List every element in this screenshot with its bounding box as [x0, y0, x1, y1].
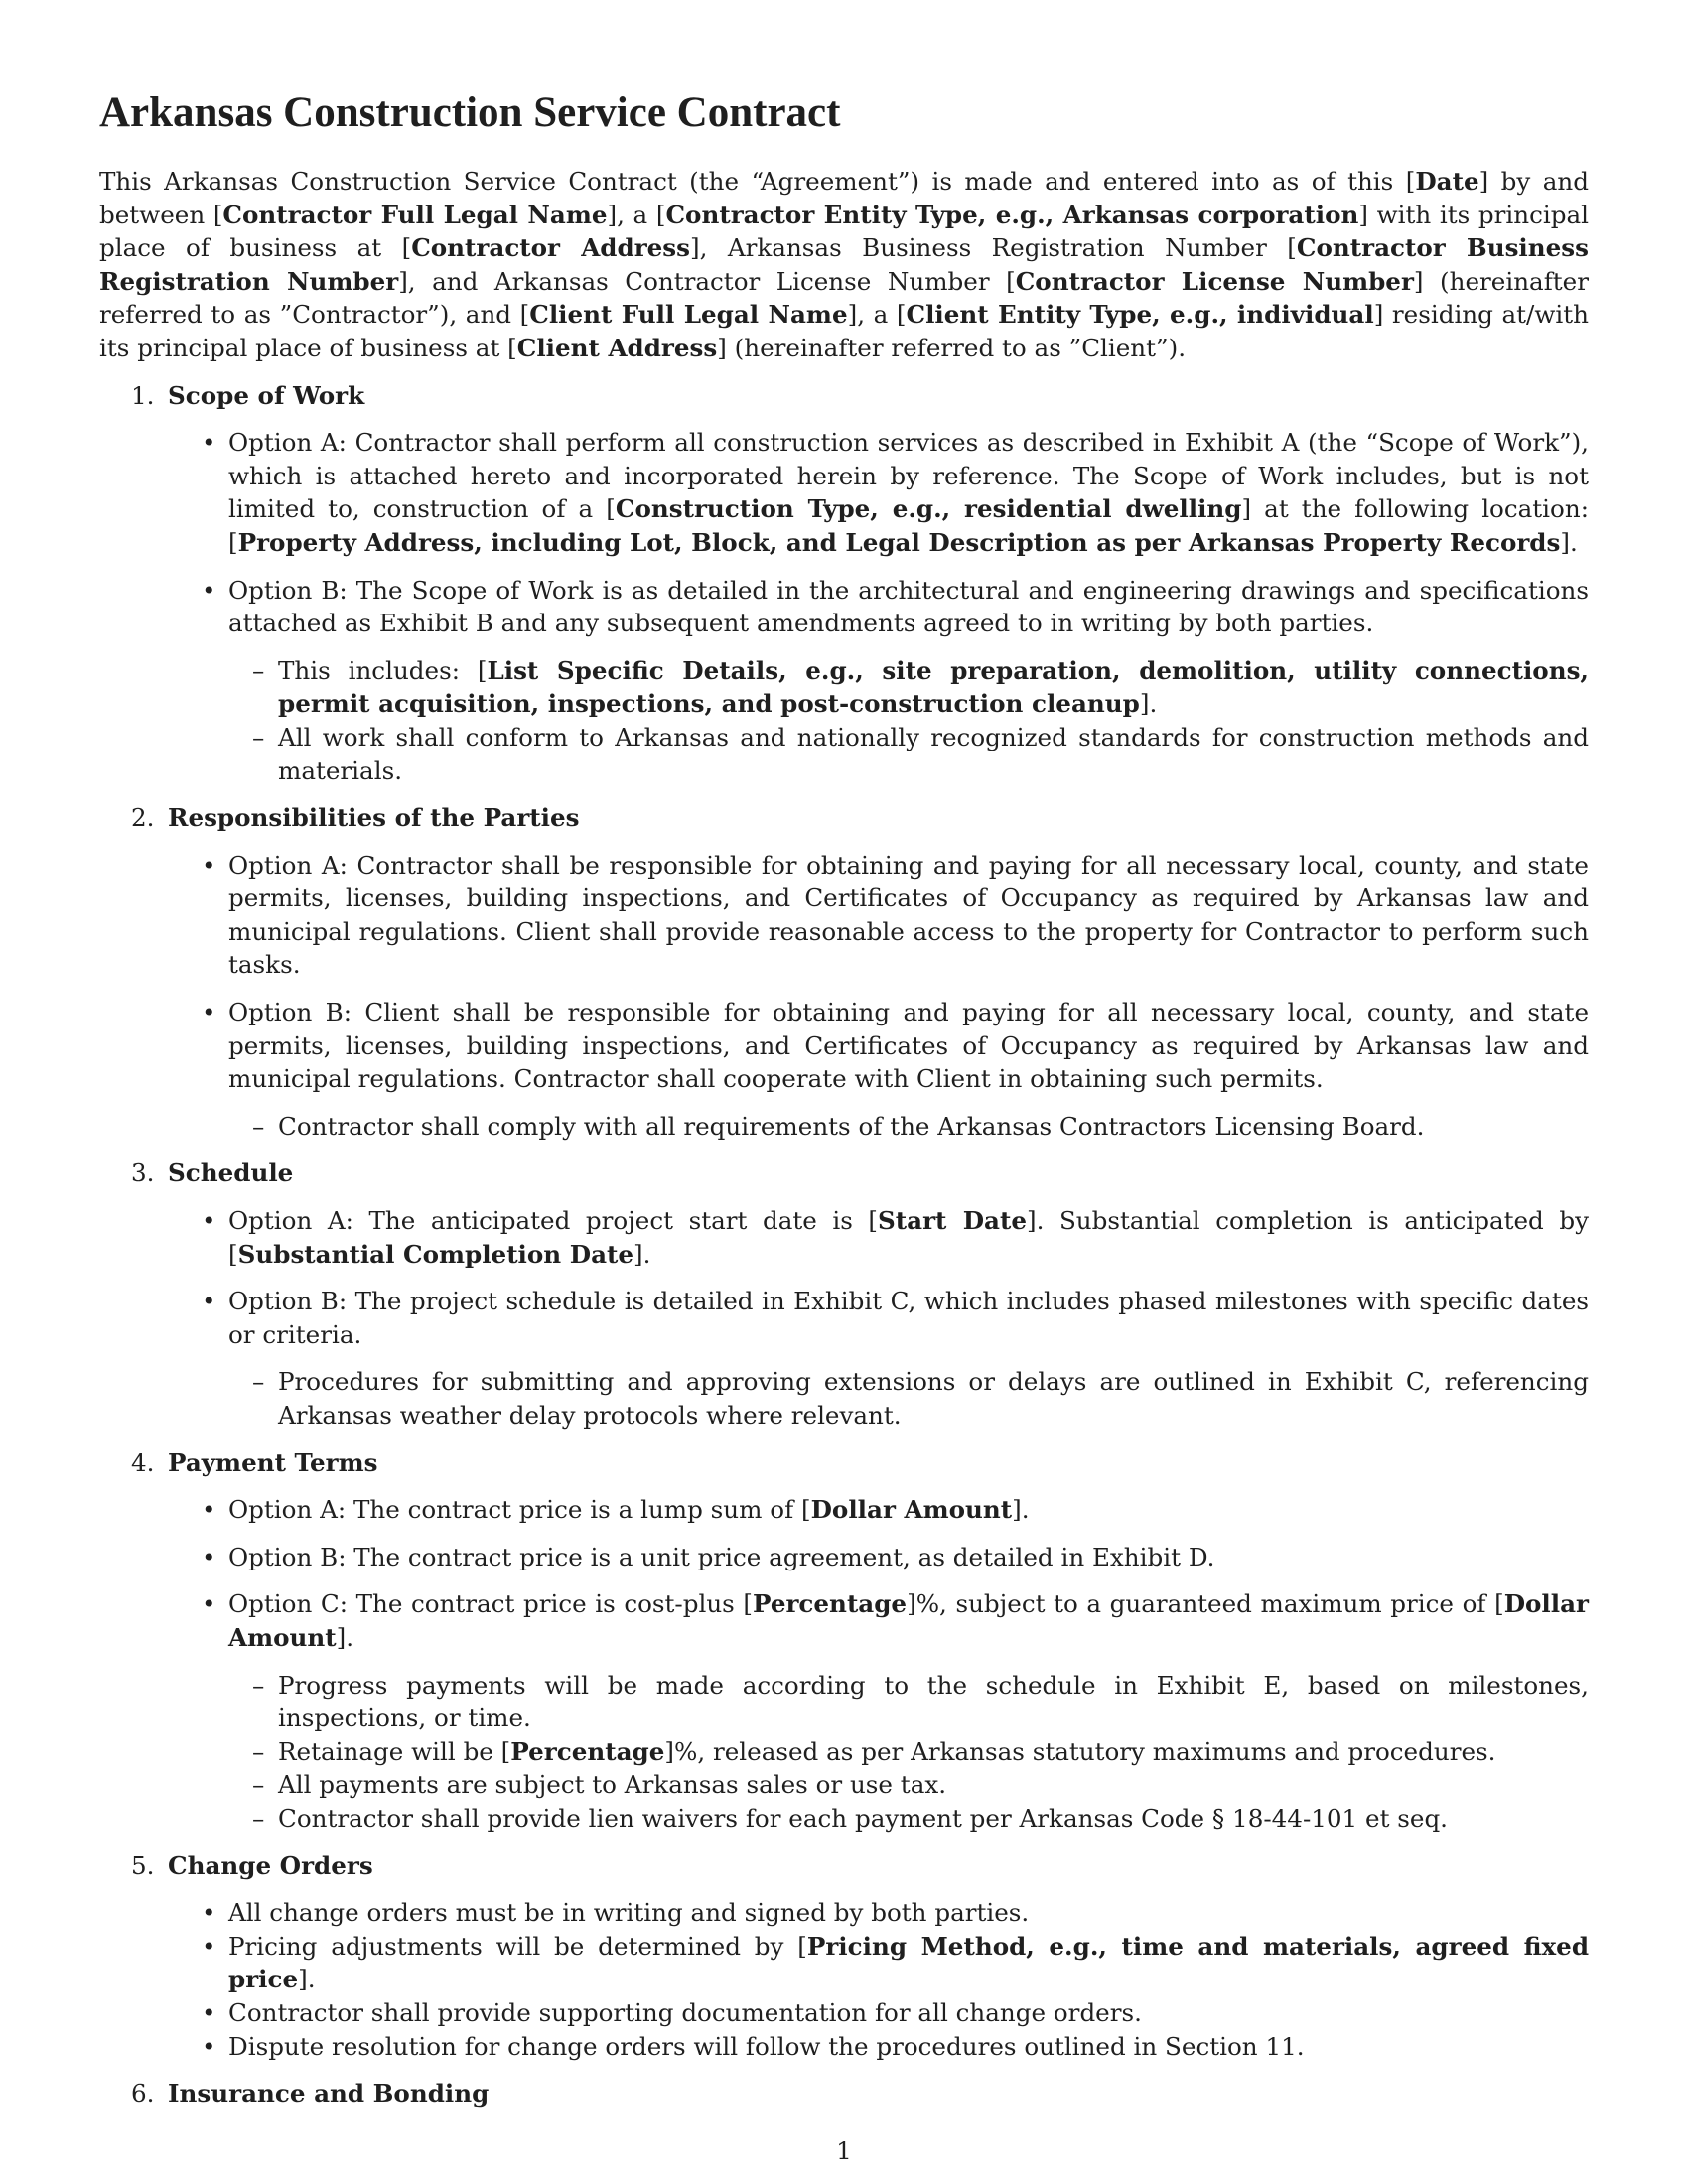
sub-item — [168, 1802, 1589, 1836]
section-item — [99, 2077, 1589, 2111]
dash-icon: – — [252, 1111, 265, 1141]
placeholder-field: Contractor License Number — [1015, 266, 1414, 296]
section-heading: Change Orders — [168, 1850, 373, 1880]
placeholder-field: Pricing Method, e.g., time and materials, agreed fixed price — [228, 1931, 1590, 1994]
option-list — [168, 1896, 1589, 2063]
section-number: 4. — [131, 1447, 155, 1477]
option-item — [168, 1587, 1589, 1654]
option-item — [168, 1896, 1589, 1930]
option-item — [168, 426, 1589, 559]
section-number: 6. — [131, 2079, 155, 2109]
text-run: ]. — [1139, 689, 1158, 719]
text-run: ]. — [336, 1622, 354, 1652]
text-run: Contractor shall provide lien waivers for each payment per Arkansas Code § 18-44-101 et seq. — [278, 1803, 1449, 1833]
text-run: ]. — [633, 1239, 651, 1269]
sub-item-list — [168, 1110, 1589, 1144]
text-run: All payments are subject to Arkansas sales or use tax. — [278, 1770, 947, 1800]
text-run: Progress payments will be made according to the schedule in Exhibit E, based on milestones, inspections, or time. — [278, 1670, 1589, 1733]
placeholder-field: Client Full Legal Name — [529, 300, 848, 330]
option-item — [168, 1493, 1589, 1527]
text-run: ] (hereinafter referred to as ”Client”). — [717, 333, 1187, 362]
placeholder-field: Property Address, including Lot, Block, and Legal Description as per Arkansas Property Records — [237, 527, 1561, 557]
section-heading: Scope of Work — [168, 380, 365, 410]
text-run: This Arkansas Construction Service Contract (the “Agreement”) is made and entered into as of this [ — [99, 167, 1416, 196]
text-run: Option A: Contractor shall be responsible for obtaining and paying for all necessary local, county, and state permits, licenses, building inspections, and Certificates of Occupancy as required by Arkansas law and municipal regulations. Client shall provide reasonable access to the property for Contractor to perform such tasks. — [228, 850, 1589, 980]
section-number: 3. — [131, 1159, 155, 1188]
section-item — [99, 1849, 1589, 2064]
text-run: Option B: The contract price is a unit price agreement, as detailed in Exhibit D. — [228, 1542, 1215, 1571]
text-run: ] with its principal place of business at [ — [99, 200, 1590, 263]
placeholder-field: Date — [1415, 167, 1479, 196]
option-item — [168, 1996, 1589, 2030]
option-item — [168, 1930, 1589, 1996]
sub-item — [168, 1768, 1589, 1802]
intro-paragraph — [99, 165, 1589, 365]
placeholder-field: Substantial Completion Date — [237, 1239, 634, 1269]
section-number: 5. — [131, 1850, 155, 1880]
bullet-icon: • — [202, 1931, 216, 1961]
section-item — [99, 379, 1589, 788]
sub-item — [168, 1735, 1589, 1769]
dash-icon: – — [252, 1770, 265, 1800]
text-run: All work shall conform to Arkansas and nationally recognized standards for construction methods and materials. — [278, 722, 1589, 785]
section-number: 1. — [131, 380, 155, 410]
text-run: ] by and between [ — [99, 167, 1589, 229]
text-run: This includes: [ — [278, 655, 488, 685]
section-heading: Schedule — [168, 1159, 294, 1188]
option-item — [168, 574, 1589, 640]
sub-item — [168, 1110, 1589, 1144]
dash-icon: – — [252, 1803, 265, 1833]
placeholder-field: Contractor Address — [411, 233, 690, 263]
document-title: Arkansas Construction Service Contract — [99, 89, 841, 136]
placeholder-field: Contractor Business Registration Number — [99, 233, 1589, 296]
page-number: 1 — [836, 2136, 852, 2165]
placeholder-field: Contractor Full Legal Name — [222, 200, 608, 229]
sub-item — [168, 721, 1589, 787]
bullet-icon: • — [202, 1206, 216, 1236]
sections-list — [99, 379, 1589, 2111]
option-item — [168, 1285, 1589, 1351]
option-item — [168, 996, 1589, 1096]
text-run: ] (hereinafter referred to as ”Contractor”), and [ — [99, 266, 1589, 330]
text-run: ], a [ — [607, 200, 666, 229]
dash-icon: – — [252, 1670, 265, 1700]
bullet-icon: • — [202, 1997, 216, 2027]
sub-item — [168, 1669, 1589, 1735]
text-run: ] residing at/with its principal place of business at [ — [99, 300, 1589, 362]
text-run: ] at the following location: [ — [228, 494, 1589, 557]
sub-item — [168, 654, 1589, 721]
text-run: Option A: The anticipated project start date is [ — [228, 1206, 879, 1236]
dash-icon: – — [252, 722, 265, 751]
bullet-icon: • — [202, 1542, 216, 1571]
text-run: Option B: The project schedule is detailed in Exhibit C, which includes phased milestones with specific dates or criteria. — [228, 1287, 1589, 1349]
text-run: All change orders must be in writing and signed by both parties. — [228, 1898, 1030, 1928]
text-run: Dispute resolution for change orders will follow the procedures outlined in Section 11. — [228, 2031, 1305, 2061]
text-run: ]%, subject to a guaranteed maximum price of [ — [907, 1589, 1504, 1619]
bullet-icon: • — [202, 1495, 216, 1525]
text-run: Option A: The contract price is a lump sum of [ — [228, 1495, 811, 1525]
placeholder-field: Start Date — [878, 1206, 1027, 1236]
option-list — [168, 1204, 1589, 1351]
option-item — [168, 2030, 1589, 2064]
text-run: Contractor shall provide supporting documentation for all change orders. — [228, 1997, 1142, 2027]
bullet-icon: • — [202, 1589, 216, 1619]
text-run: Option B: Client shall be responsible for obtaining and paying for all necessary local, county, and state permits, licenses, building inspections, and Certificates of Occupancy as required by Arkansas law and municipal regulations. Contractor shall cooperate with Client in obtaining such permits. — [228, 998, 1589, 1094]
dash-icon: – — [252, 1367, 265, 1397]
text-run: ]. — [1012, 1495, 1030, 1525]
section-number: 2. — [131, 803, 155, 833]
text-run: ]. — [298, 1965, 316, 1994]
bullet-icon: • — [202, 1287, 216, 1316]
placeholder-field: Client Address — [516, 333, 718, 362]
sub-item-list — [168, 1365, 1589, 1432]
text-run: ]. — [1560, 527, 1578, 557]
text-run: ], a [ — [847, 300, 907, 330]
placeholder-field: Dollar Amount — [810, 1495, 1013, 1525]
text-run: Pricing adjustments will be determined by [ — [228, 1931, 807, 1961]
text-run: ]%, released as per Arkansas statutory maximums and procedures. — [664, 1736, 1496, 1766]
bullet-icon: • — [202, 998, 216, 1027]
text-run: Option A: Contractor shall perform all construction services as described in Exhibit A (the “Scope of Work”), which is attached hereto and incorporated herein by reference. The Scope of Work includes, but is not limited to, construction of a [ — [228, 428, 1589, 524]
section-item — [99, 801, 1589, 1143]
placeholder-field: Contractor Entity Type, e.g., Arkansas corporation — [665, 200, 1359, 229]
option-list — [168, 426, 1589, 640]
section-heading: Insurance and Bonding — [168, 2079, 490, 2109]
bullet-icon: • — [202, 575, 216, 605]
text-run: Procedures for submitting and approving extensions or delays are outlined in Exhibit C, referencing Arkansas weather delay protocols where relevant. — [278, 1367, 1589, 1430]
sub-item — [168, 1365, 1589, 1432]
placeholder-field: Dollar Amount — [228, 1589, 1589, 1652]
bullet-icon: • — [202, 850, 216, 880]
section-item — [99, 1157, 1589, 1432]
option-item — [168, 1204, 1589, 1271]
placeholder-field: List Specific Details, e.g., site preparation, demolition, utility connections, permit acquisition, inspections, and post-construction cleanup — [278, 655, 1589, 719]
section-item — [99, 1446, 1589, 1836]
placeholder-field: Client Entity Type, e.g., individual — [906, 300, 1374, 330]
text-run: Option C: The contract price is cost-plus [ — [228, 1589, 753, 1619]
option-item — [168, 1541, 1589, 1574]
text-run: ], and Arkansas Contractor License Number [ — [398, 266, 1016, 296]
option-list — [168, 849, 1589, 1096]
bullet-icon: • — [202, 428, 216, 458]
placeholder-field: Construction Type, e.g., residential dwelling — [615, 494, 1242, 524]
text-run: Option B: The Scope of Work is as detailed in the architectural and engineering drawings and specifications attached as Exhibit B and any subsequent amendments agreed to in writing by both parties. — [228, 575, 1589, 638]
dash-icon: – — [252, 655, 265, 685]
text-run: Contractor shall comply with all requirements of the Arkansas Contractors Licensing Board. — [278, 1111, 1425, 1141]
placeholder-field: Percentage — [510, 1736, 665, 1766]
placeholder-field: Percentage — [753, 1589, 908, 1619]
bullet-icon: • — [202, 1898, 216, 1928]
section-heading: Responsibilities of the Parties — [168, 803, 580, 833]
text-run: ], Arkansas Business Registration Number [ — [690, 233, 1297, 263]
sub-item-list — [168, 1669, 1589, 1836]
section-heading: Payment Terms — [168, 1447, 378, 1477]
text-run: ]. Substantial completion is anticipated by [ — [228, 1206, 1589, 1269]
sub-item-list — [168, 654, 1589, 787]
dash-icon: – — [252, 1736, 265, 1766]
bullet-icon: • — [202, 2031, 216, 2061]
option-item — [168, 849, 1589, 982]
option-list — [168, 1493, 1589, 1654]
text-run: Retainage will be [ — [278, 1736, 511, 1766]
